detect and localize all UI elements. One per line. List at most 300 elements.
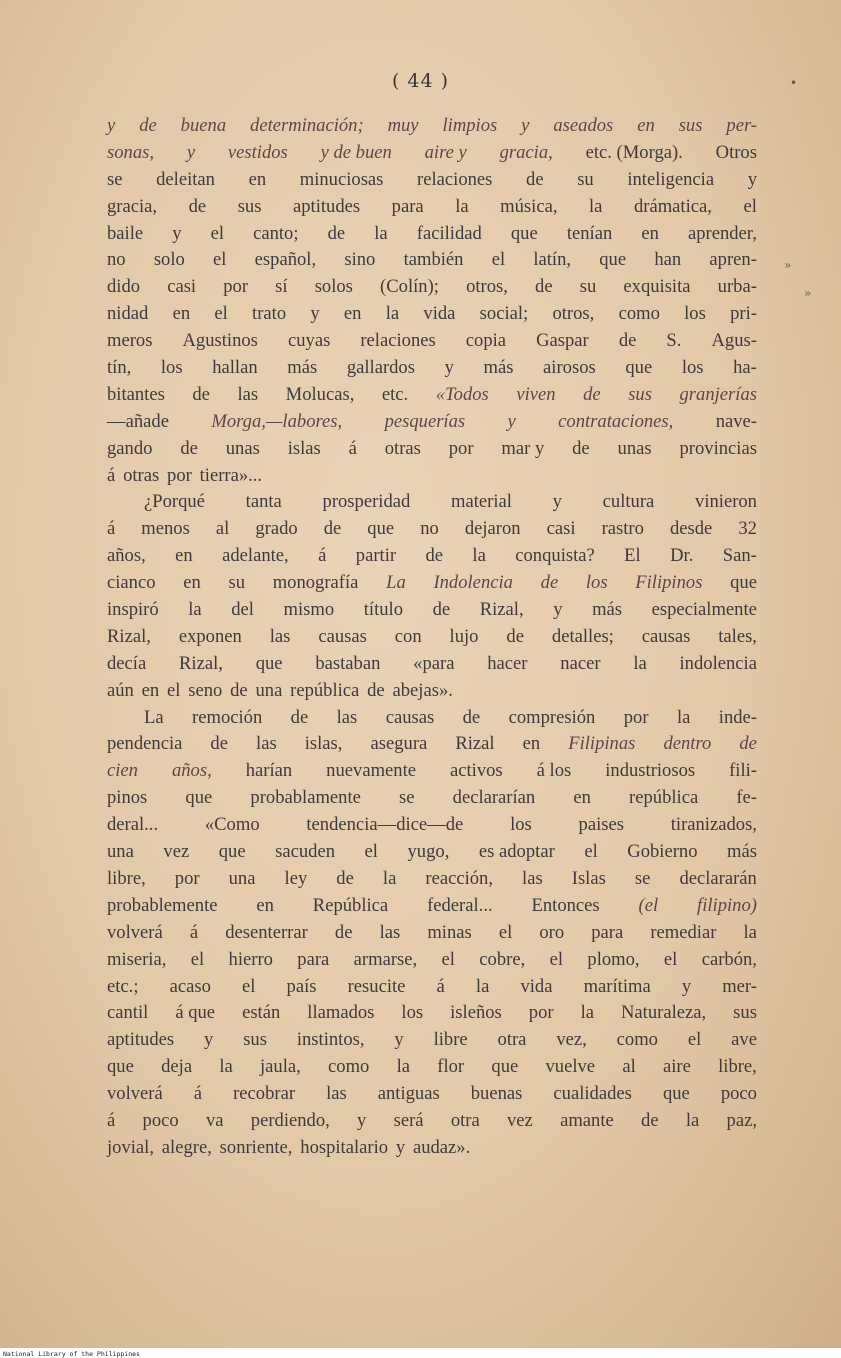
word: la <box>472 545 486 567</box>
text-line <box>107 1081 757 1108</box>
word: vinieron <box>695 491 757 513</box>
word: perdiendo, <box>250 1109 330 1131</box>
word: dentro <box>663 733 712 755</box>
text-line <box>107 1000 757 1027</box>
word: aseados <box>553 115 614 136</box>
word: causas <box>318 625 367 647</box>
word: viven <box>516 383 556 405</box>
word: sonas, <box>107 141 155 163</box>
word: se <box>107 168 123 190</box>
word: libre, <box>107 867 146 889</box>
word: libre <box>433 1029 468 1051</box>
word: á <box>189 921 199 943</box>
word: y <box>395 1136 406 1158</box>
word: federal... <box>427 894 493 916</box>
word: jovial, <box>107 1136 154 1158</box>
word: desde <box>669 518 713 540</box>
word: Rizal, <box>479 599 524 621</box>
word: la <box>475 975 490 997</box>
word: para <box>391 195 424 217</box>
word: San- <box>722 545 757 567</box>
word: una <box>255 679 283 701</box>
word: harían <box>245 760 293 782</box>
word: cuyas <box>287 330 331 352</box>
word: es adoptar <box>478 841 555 863</box>
word: marítima <box>583 975 651 997</box>
word: en <box>637 115 655 136</box>
word: la <box>589 195 603 217</box>
word: llamados <box>307 1002 375 1024</box>
word: tales, <box>718 625 757 647</box>
word: país <box>286 975 317 997</box>
word: lujo <box>449 625 479 647</box>
word: inspiró <box>107 599 159 621</box>
word: el <box>214 303 228 325</box>
word: de <box>180 437 198 459</box>
word: la <box>385 303 400 325</box>
word: que <box>730 572 757 594</box>
word: isleños <box>450 1002 502 1024</box>
word: las <box>256 733 277 755</box>
word: los <box>510 814 532 836</box>
word: volverá <box>107 1083 163 1105</box>
word: inteligencia <box>627 168 715 190</box>
word: en <box>522 733 541 755</box>
word: dido <box>107 276 141 298</box>
word: tendencia—dice—de <box>306 814 464 836</box>
word: tierra»... <box>199 464 263 486</box>
word: las <box>326 1083 347 1105</box>
word: á <box>107 464 116 486</box>
word: otros, <box>552 303 595 325</box>
word: de <box>192 383 210 405</box>
word: de <box>290 706 309 728</box>
word: meros <box>107 330 153 352</box>
word: las <box>269 625 291 647</box>
word: vida <box>520 975 553 997</box>
word: contrataciones, <box>558 410 674 432</box>
word: solo <box>153 249 185 271</box>
text-line <box>107 543 757 570</box>
word: la <box>396 1056 411 1078</box>
word: á <box>348 437 357 459</box>
word: alegre, <box>161 1136 212 1158</box>
text-line <box>107 409 757 436</box>
text-line <box>107 328 757 355</box>
word: sonriente, <box>219 1136 293 1158</box>
text-line <box>107 812 757 839</box>
word: relaciones <box>417 168 493 190</box>
word: no <box>107 249 126 271</box>
word: Gobierno <box>627 841 698 863</box>
word: sino <box>344 249 376 271</box>
text-line <box>107 1027 757 1054</box>
word: bitantes <box>107 383 165 405</box>
word: El <box>624 545 641 567</box>
word: gracia, <box>107 195 158 217</box>
word: vida <box>423 303 456 325</box>
word: Islas <box>571 867 606 889</box>
word: copia <box>465 330 507 352</box>
word: reacción, <box>425 867 493 889</box>
word: más <box>483 357 514 379</box>
word: vez, <box>556 1029 587 1051</box>
text-line <box>107 221 757 248</box>
word: más <box>592 599 623 621</box>
word: otros, <box>466 276 508 298</box>
word: Rizal, <box>179 652 223 674</box>
word: cobre, <box>479 948 526 970</box>
word: no <box>420 518 439 540</box>
word: adelante, <box>222 545 289 567</box>
word: de <box>540 572 559 594</box>
word: el <box>549 948 564 970</box>
text-line <box>107 947 757 974</box>
word: declararán <box>679 867 757 889</box>
word: en <box>573 787 591 809</box>
word: de <box>334 921 353 943</box>
word: otras <box>384 437 421 459</box>
word: y <box>107 115 116 136</box>
word: nuevamente <box>326 760 416 782</box>
word: los <box>585 572 608 594</box>
word: cualidades <box>553 1083 632 1105</box>
word: las <box>379 921 401 943</box>
word: Filipinas <box>568 733 636 755</box>
text-line <box>107 355 757 382</box>
word: los <box>160 357 183 379</box>
word: de <box>336 867 354 889</box>
word: á que <box>175 1002 216 1024</box>
word: asegura <box>370 733 428 755</box>
word: años, <box>171 760 212 782</box>
word: una <box>228 867 256 889</box>
word: prosperidad <box>322 491 411 513</box>
word: deleitan <box>156 168 215 190</box>
word: acaso <box>169 975 211 997</box>
word: aún <box>107 679 134 701</box>
word: las <box>336 706 358 728</box>
margin-mark: » <box>804 286 812 300</box>
text-line <box>107 463 757 490</box>
word: poco <box>720 1083 757 1105</box>
word: á <box>436 975 445 997</box>
word: título <box>363 599 403 621</box>
word: paises <box>578 814 624 836</box>
word: la <box>219 1056 233 1078</box>
word: cultura <box>602 491 655 513</box>
word: el <box>210 222 225 244</box>
word: y <box>357 1109 367 1131</box>
word: causas <box>385 706 435 728</box>
word: pinos <box>107 787 148 809</box>
word: bastaban <box>315 652 381 674</box>
body-text <box>107 113 757 1162</box>
word: el <box>498 921 513 943</box>
word: gando <box>107 437 153 459</box>
word: han <box>654 249 682 271</box>
word: por <box>174 867 200 889</box>
word: rastro <box>601 518 644 540</box>
word: —añade <box>107 410 169 432</box>
word: amante <box>560 1109 614 1131</box>
word: Filipinos <box>635 572 703 594</box>
text-line <box>107 274 757 301</box>
word: y <box>310 303 320 325</box>
word: exquisita <box>623 276 691 298</box>
text-line <box>107 785 757 812</box>
word: aprender, <box>687 222 757 244</box>
word: sus <box>243 1029 267 1051</box>
word: nacer <box>560 652 601 674</box>
word: jaula, <box>260 1056 301 1078</box>
word: de <box>323 518 342 540</box>
word: «Como <box>204 814 260 836</box>
word: pri- <box>730 303 757 325</box>
word: la <box>676 706 691 728</box>
word: vez <box>507 1109 533 1131</box>
text-line <box>107 974 757 1001</box>
word: instintos, <box>296 1029 365 1051</box>
word: de <box>210 733 228 755</box>
word: la <box>580 1002 594 1024</box>
word: como <box>328 1056 370 1078</box>
word: urba- <box>717 276 757 298</box>
word: va <box>205 1109 224 1131</box>
word: su <box>228 572 246 594</box>
text-line <box>107 167 757 194</box>
text-line <box>107 624 757 651</box>
word: en <box>641 222 659 244</box>
text-line <box>107 651 757 678</box>
text-line <box>107 705 757 732</box>
word: y <box>681 975 692 997</box>
word: aire <box>662 1056 691 1078</box>
word: el <box>687 1029 702 1051</box>
word: República <box>312 894 389 916</box>
word: de <box>739 733 757 755</box>
word: indolencia <box>679 652 757 674</box>
word: abejas». <box>392 679 453 701</box>
word: que <box>662 1083 690 1105</box>
text-line <box>107 382 757 409</box>
text-line <box>107 839 757 866</box>
word: social; <box>479 303 529 325</box>
word: exponen <box>178 625 242 647</box>
word: resucite <box>347 975 406 997</box>
word: que <box>218 841 246 863</box>
word: que <box>367 518 395 540</box>
word: de <box>572 437 590 459</box>
word: hierro <box>228 948 273 970</box>
word: 32 <box>738 518 757 540</box>
word: provincias <box>679 437 757 459</box>
word: determinación; <box>250 115 364 136</box>
word: y <box>444 357 454 379</box>
word: casi <box>546 518 576 540</box>
word: hacer <box>487 652 528 674</box>
word: el <box>584 841 598 863</box>
word: por <box>223 276 249 298</box>
word: se <box>399 787 415 809</box>
text-line <box>107 678 757 705</box>
word: La <box>386 572 406 594</box>
text-line <box>107 516 757 543</box>
text-line <box>107 758 757 785</box>
word: su <box>579 276 597 298</box>
word: pendencia <box>107 733 183 755</box>
word: años, <box>107 545 146 567</box>
word: de <box>432 599 451 621</box>
word: limpios <box>442 115 498 136</box>
word: Rizal, <box>107 625 151 647</box>
word: Naturaleza, <box>621 1002 707 1024</box>
word: que <box>510 222 538 244</box>
word: sus <box>678 115 703 136</box>
word: conquista? <box>515 545 595 567</box>
word: fili- <box>729 760 757 782</box>
word: muy <box>387 115 419 136</box>
word: ¿Porqué <box>144 491 205 513</box>
word: de <box>641 1109 659 1131</box>
text-line <box>107 247 757 274</box>
word: con <box>394 625 422 647</box>
text-line <box>107 1135 757 1162</box>
word: canto; <box>253 222 299 244</box>
word: y <box>204 1029 214 1051</box>
word: Gaspar <box>536 330 589 352</box>
word: aptitudes <box>293 195 361 217</box>
word: gallardos <box>346 357 415 379</box>
word: menos <box>141 518 190 540</box>
word: en <box>175 545 193 567</box>
word: etc. <box>381 383 409 405</box>
word: y <box>553 599 563 621</box>
page-number: ( 44 ) <box>391 70 450 92</box>
word: filipino) <box>697 894 757 916</box>
word: carbón, <box>701 948 757 970</box>
word: el <box>491 249 506 271</box>
word: probablemente <box>107 894 218 916</box>
word: sus <box>733 1002 757 1024</box>
word: por <box>528 1002 554 1024</box>
library-credit: National Library of the Philippines <box>3 1350 140 1358</box>
word: libre, <box>718 1056 757 1078</box>
word: latín, <box>533 249 572 271</box>
word: islas <box>287 437 321 459</box>
word: plomo, <box>587 948 640 970</box>
word: el <box>743 195 757 217</box>
word: tiranizados, <box>670 814 757 836</box>
word: drámatica, <box>633 195 712 217</box>
word: en <box>248 168 267 190</box>
word: la <box>188 599 202 621</box>
word: la <box>743 921 757 943</box>
word: casi <box>167 276 197 298</box>
word: deral... <box>107 814 159 836</box>
word: solos <box>314 276 353 298</box>
word: buenas <box>470 1083 523 1105</box>
word: más <box>287 357 318 379</box>
word: Molucas, <box>285 383 355 405</box>
word: oro <box>539 921 565 943</box>
word: en <box>172 303 191 325</box>
word: en <box>183 572 201 594</box>
word: Otros <box>715 141 757 163</box>
word: tanta <box>245 491 282 513</box>
word: minuciosas <box>299 168 384 190</box>
word: yugo, <box>407 841 450 863</box>
word: sacuden <box>275 841 336 863</box>
text-line <box>107 301 757 328</box>
word: buena <box>180 115 227 136</box>
word: vestidos <box>227 141 288 163</box>
word: cien <box>107 760 138 782</box>
word: las <box>522 867 543 889</box>
word: hallan <box>212 357 258 379</box>
word: recobrar <box>233 1083 296 1105</box>
word: á <box>107 518 116 540</box>
word: audaz». <box>412 1136 471 1158</box>
word: Agus- <box>711 330 757 352</box>
word: gracia, <box>499 141 553 163</box>
word: la <box>382 867 397 889</box>
word: los <box>401 1002 424 1024</box>
word: la <box>455 195 469 217</box>
word: á <box>318 545 327 567</box>
word: dejaron <box>464 518 521 540</box>
word: el <box>190 948 205 970</box>
word: cianco <box>107 572 156 594</box>
word: su <box>577 168 594 190</box>
word: minas <box>427 921 472 943</box>
word: airosos <box>543 357 596 379</box>
word: etc.; <box>107 975 139 997</box>
word: material <box>451 491 512 513</box>
word: deja <box>161 1056 193 1078</box>
word: miseria, <box>107 948 167 970</box>
word: cantil <box>107 1002 149 1024</box>
word: hospitalario <box>300 1136 389 1158</box>
word: tín, <box>107 357 132 379</box>
word: el <box>242 975 256 997</box>
word: Agustinos <box>182 330 258 352</box>
word: declararían <box>452 787 536 809</box>
word: vez <box>163 841 190 863</box>
word: nave- <box>715 410 757 432</box>
word: de <box>535 276 553 298</box>
word: y <box>394 1029 404 1051</box>
word: apren- <box>709 249 757 271</box>
word: al <box>622 1056 636 1078</box>
word: unas <box>225 437 260 459</box>
word: más <box>727 841 757 863</box>
word: desenterrar <box>225 921 308 943</box>
word: y <box>521 115 530 136</box>
word: la <box>374 222 388 244</box>
word: como <box>618 303 660 325</box>
word: especialmente <box>651 599 757 621</box>
word: para <box>591 921 624 943</box>
word: Rizal <box>455 733 495 755</box>
word: decía <box>107 652 147 674</box>
word: etc. (Morga). <box>585 141 683 163</box>
text-line <box>107 893 757 920</box>
word: se <box>634 867 651 889</box>
word: y de buen <box>320 141 392 163</box>
word: de <box>618 330 637 352</box>
word: ave <box>731 1029 757 1051</box>
